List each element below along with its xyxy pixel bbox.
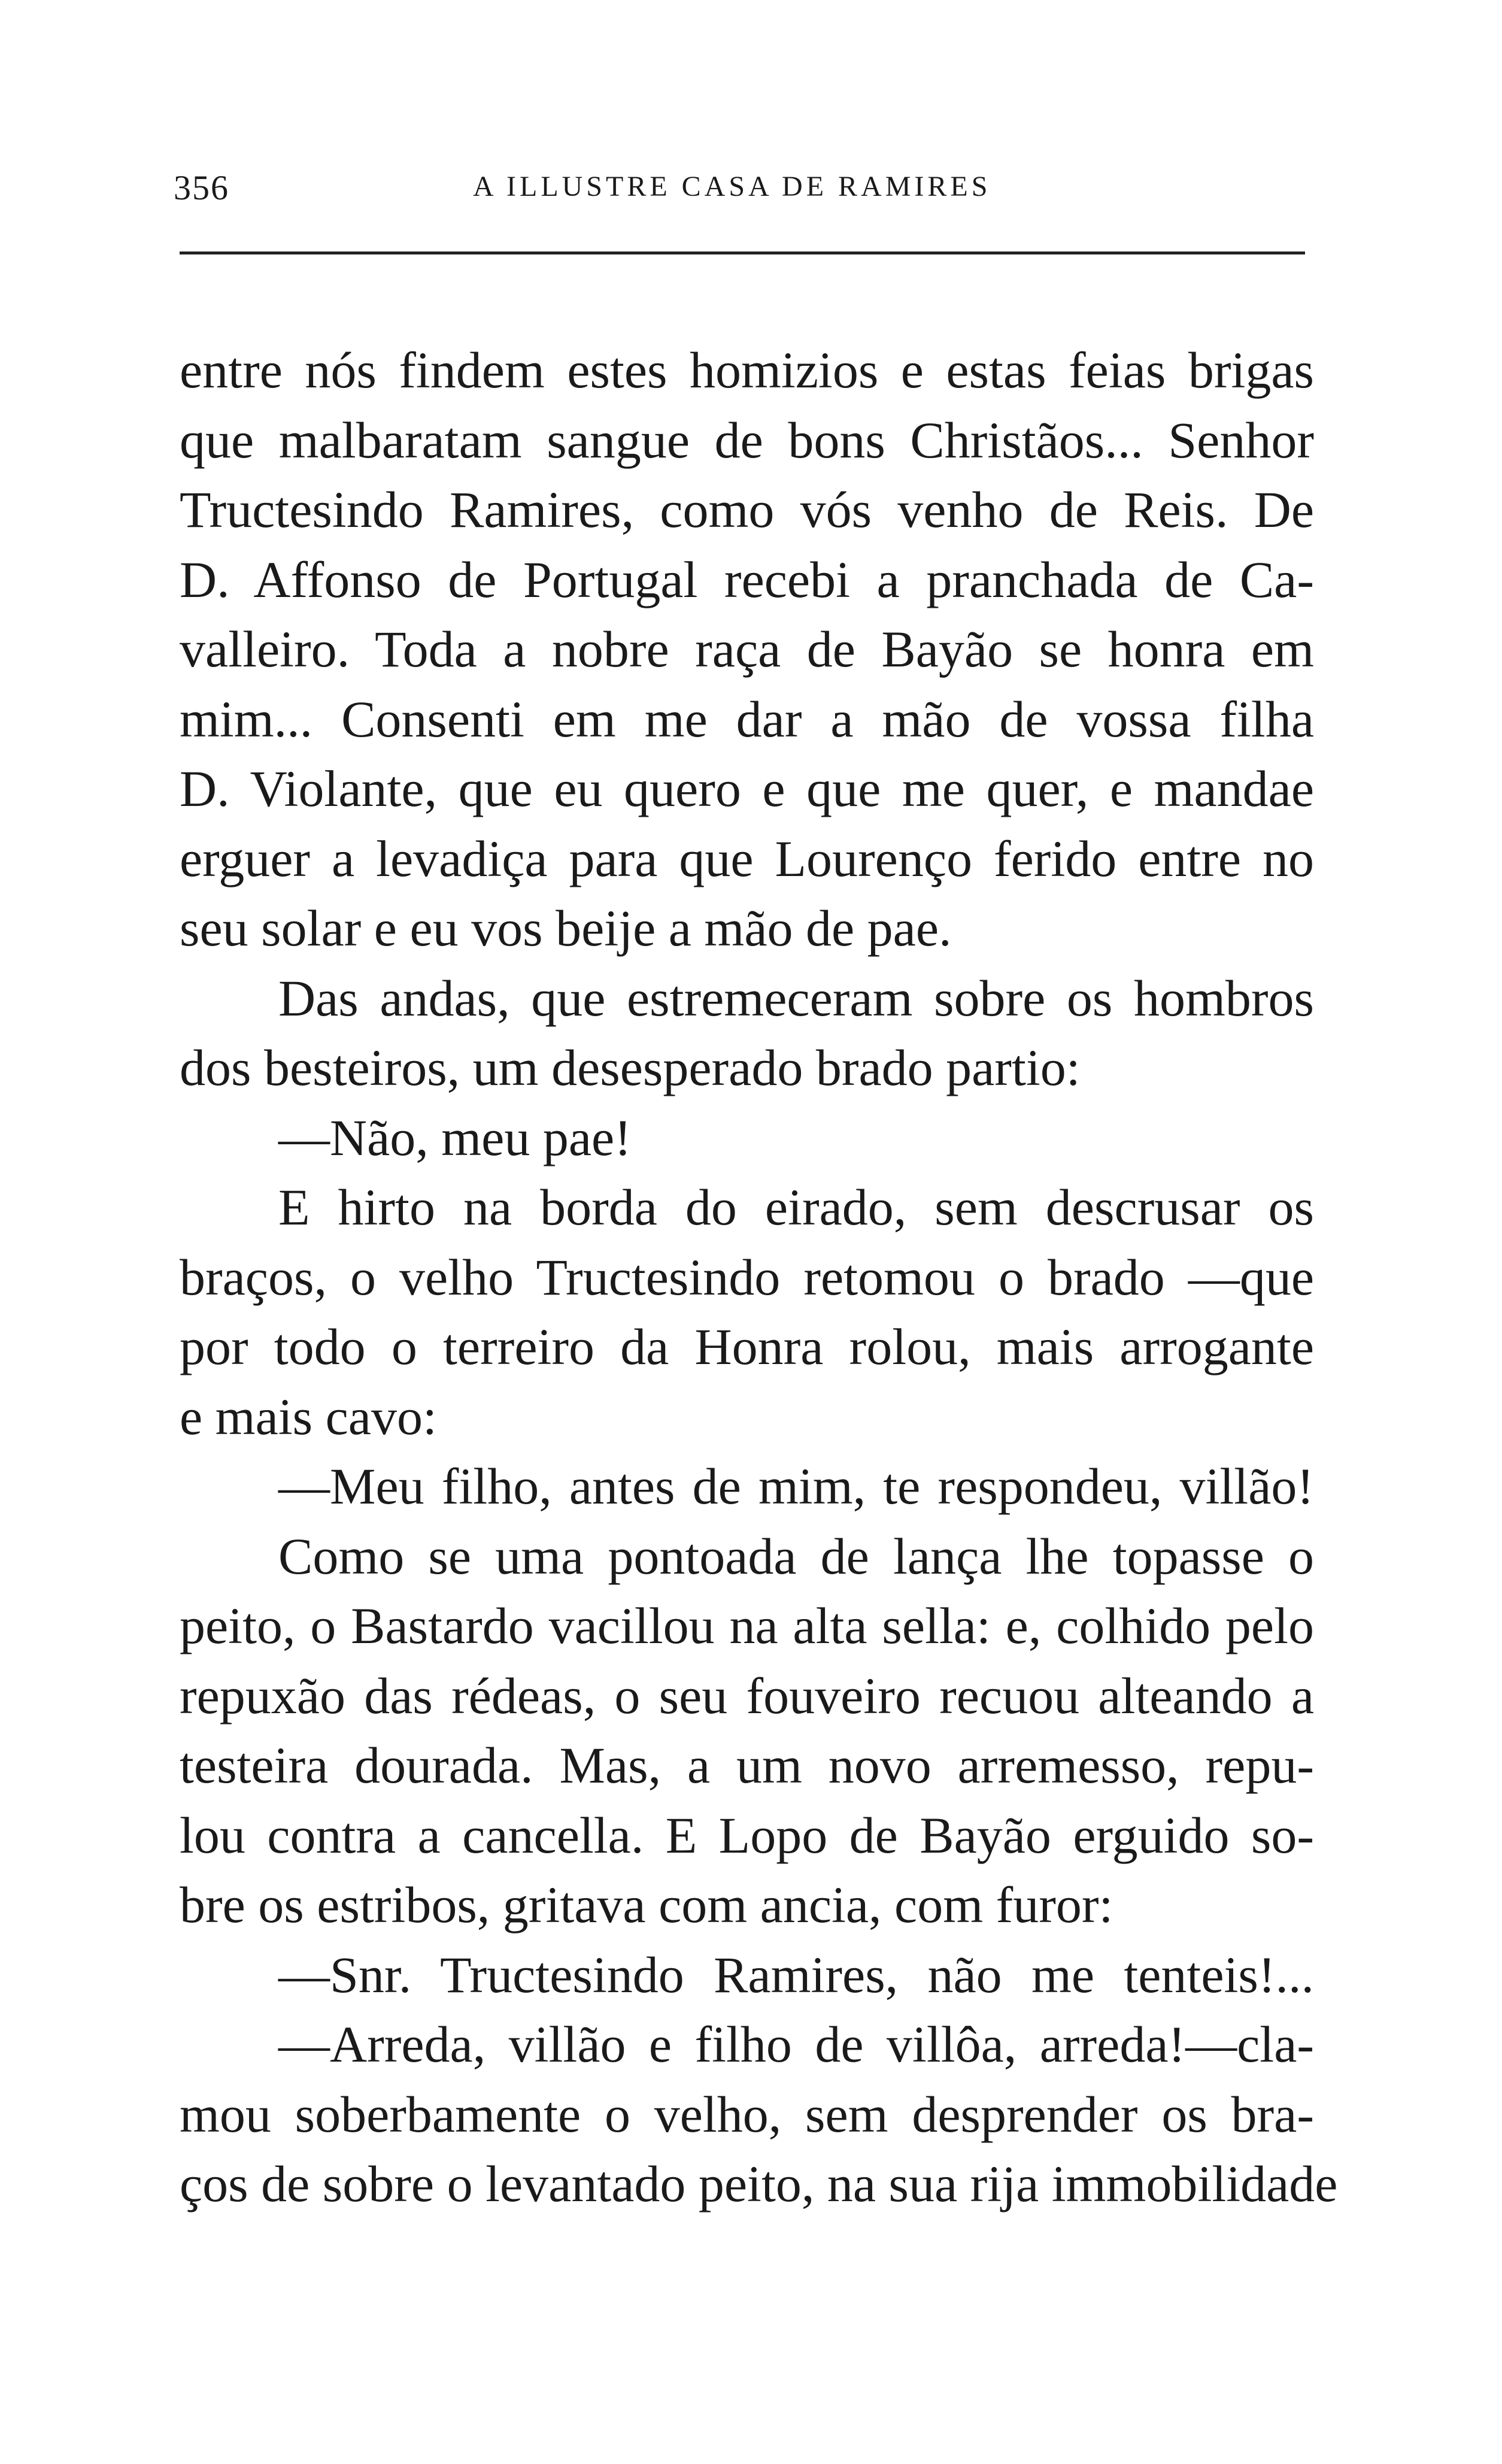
text-line: peito, o Bastardo vacillou na alta sella: e, colhido pelo (180, 1597, 1314, 1654)
page-number: 356 (174, 168, 229, 207)
text-line: D. Affonso de Portugal recebi a pranchada de Ca- (180, 550, 1314, 608)
text-line: seu solar e eu vos beije a mão de pae. (180, 899, 952, 957)
text-line: valleiro. Toda a nobre raça de Bayão se honra em (180, 620, 1314, 678)
text-line: entre nós findem estes homizios e estas feias brigas (180, 341, 1314, 399)
text-line: bre os estribos, gritava com ancia, com furor: (180, 1876, 1113, 1933)
text-line: D. Violante, que eu quero e que me quer, e mandae (180, 760, 1314, 817)
body-text (180, 335, 1338, 2219)
text-line: testeira dourada. Mas, a um novo arremesso, repu- (180, 1736, 1314, 1794)
header-rule (180, 251, 1305, 254)
running-title: A ILLUSTRE CASA DE RAMIRES (473, 171, 991, 202)
page-header (174, 162, 1311, 216)
text-line: —Meu filho, antes de mim, te respondeu, villão! (278, 1457, 1314, 1515)
text-line: E hirto na borda do eirado, sem descrusar os (278, 1178, 1314, 1236)
text-line: mou soberbamente o velho, sem desprender os bra- (180, 2085, 1314, 2143)
text-line: —Não, meu pae! (278, 1108, 632, 1166)
text-line: dos besteiros, um desesperado brado partio: (180, 1039, 1081, 1096)
text-line: Tructesindo Ramires, como vós venho de Reis. De (180, 481, 1314, 538)
text-line: erguer a levadiça para que Lourenço ferido entre no (180, 829, 1314, 887)
text-line: mim... Consenti em me dar a mão de vossa filha (180, 690, 1314, 748)
text-line: e mais cavo: (180, 1387, 437, 1445)
text-line: braços, o velho Tructesindo retomou o brado —que (180, 1248, 1314, 1306)
text-line: por todo o terreiro da Honra rolou, mais arrogante (180, 1318, 1314, 1375)
text-line: —Arreda, villão e filho de villôa, arreda!—cla- (278, 2016, 1314, 2073)
text-line: lou contra a cancella. E Lopo de Bayão erguido so- (180, 1806, 1314, 1864)
text-line: que malbaratam sangue de bons Christãos... Senhor (180, 411, 1314, 469)
text-line: ços de sobre o levantado peito, na sua rija immobilidade (180, 2155, 1338, 2213)
text-line: Das andas, que estremeceram sobre os hombros (278, 969, 1314, 1027)
text-line: repuxão das rédeas, o seu fouveiro recuou alteando a (180, 1666, 1314, 1725)
text-line: Como se uma pontoada de lança lhe topasse o (278, 1527, 1314, 1585)
text-line: —Snr. Tructesindo Ramires, não me tenteis!... (278, 1945, 1314, 2004)
